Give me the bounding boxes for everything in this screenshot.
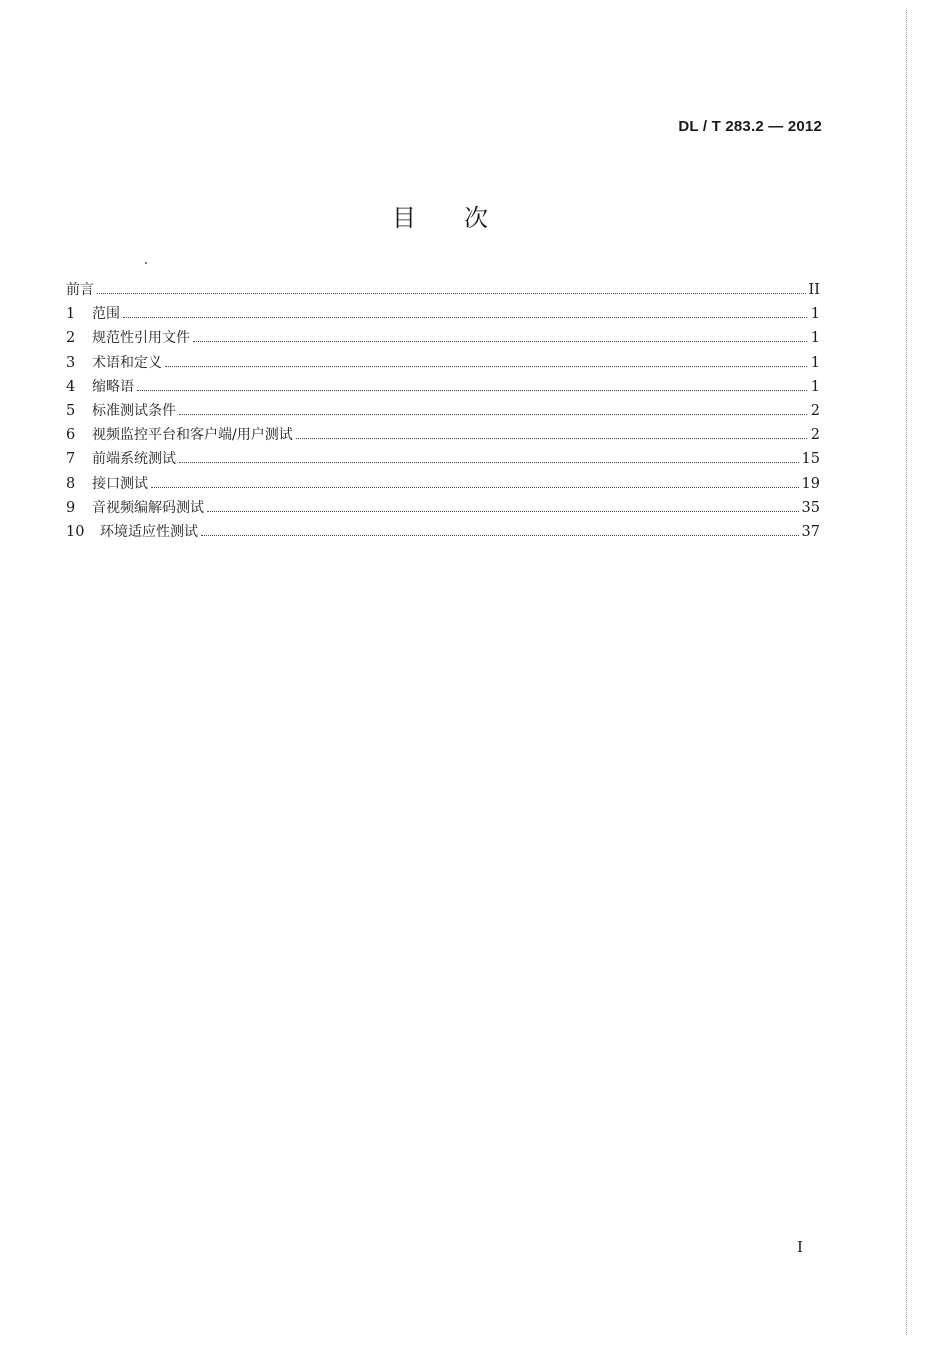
toc-page: 1 (810, 378, 820, 395)
toc-label: 视频监控平台和客户端/用户测试 (92, 427, 293, 444)
toc-leader-dots (123, 316, 807, 318)
toc-number: 2 (66, 330, 76, 347)
toc-entry-5[interactable] (66, 400, 820, 424)
toc-entry-8[interactable] (66, 473, 820, 497)
toc-label: 范围 (92, 306, 120, 323)
toc-entry-9[interactable] (66, 497, 820, 521)
toc-label: 前端系统测试 (92, 451, 176, 468)
toc-number: 6 (66, 427, 76, 444)
scan-speck (145, 262, 147, 264)
toc-page: 2 (810, 427, 820, 444)
toc-label: 标准测试条件 (92, 402, 176, 419)
toc-number: 5 (66, 402, 76, 419)
toc-label: 缩略语 (92, 378, 134, 395)
toc-leader-dots (165, 365, 807, 367)
toc-number: 7 (66, 451, 76, 468)
toc-entry-10[interactable] (66, 521, 820, 545)
toc-entry-1[interactable] (66, 303, 820, 327)
toc-label: 环境适应性测试 (100, 523, 198, 540)
toc-number: 1 (66, 306, 76, 323)
page-number: I (797, 1238, 803, 1256)
toc-label: 术语和定义 (92, 354, 162, 371)
toc-label: 音视频编解码测试 (92, 499, 204, 516)
toc-entry-3[interactable] (66, 352, 820, 376)
toc-page: 35 (801, 499, 820, 516)
title-char-2: 次 (464, 204, 488, 232)
toc-page: 1 (810, 354, 820, 371)
table-of-contents (66, 279, 820, 545)
document-code: DL / T 283.2 — 2012 (678, 118, 822, 135)
toc-leader-dots (193, 340, 807, 342)
toc-page: II (808, 282, 820, 298)
toc-page: 15 (801, 451, 820, 468)
toc-page: 2 (810, 402, 820, 419)
toc-page: 1 (810, 306, 820, 323)
toc-entry-foreword[interactable] (66, 279, 820, 303)
toc-label: 接口测试 (92, 475, 148, 492)
toc-leader-dots (179, 413, 807, 415)
toc-entry-4[interactable] (66, 376, 820, 400)
toc-number: 3 (66, 354, 76, 371)
toc-number: 4 (66, 378, 76, 395)
toc-entry-7[interactable] (66, 448, 820, 472)
toc-entry-2[interactable] (66, 327, 820, 351)
toc-page: 19 (801, 475, 820, 492)
page-title (0, 198, 880, 233)
toc-leader-dots (97, 292, 806, 294)
toc-leader-dots (207, 510, 799, 512)
toc-leader-dots (151, 486, 799, 488)
toc-leader-dots (137, 389, 807, 391)
toc-label: 规范性引用文件 (92, 330, 190, 347)
toc-number: 8 (66, 475, 76, 492)
scan-binding-edge (906, 10, 907, 1335)
toc-entry-6[interactable] (66, 424, 820, 448)
toc-label: 前言 (66, 282, 94, 298)
toc-number: 9 (66, 499, 76, 516)
toc-leader-dots (201, 534, 799, 536)
toc-leader-dots (296, 437, 807, 439)
toc-page: 37 (801, 523, 820, 540)
toc-number: 10 (66, 523, 85, 540)
title-char-1: 目 (392, 204, 416, 232)
toc-page: 1 (810, 330, 820, 347)
toc-leader-dots (179, 461, 799, 463)
